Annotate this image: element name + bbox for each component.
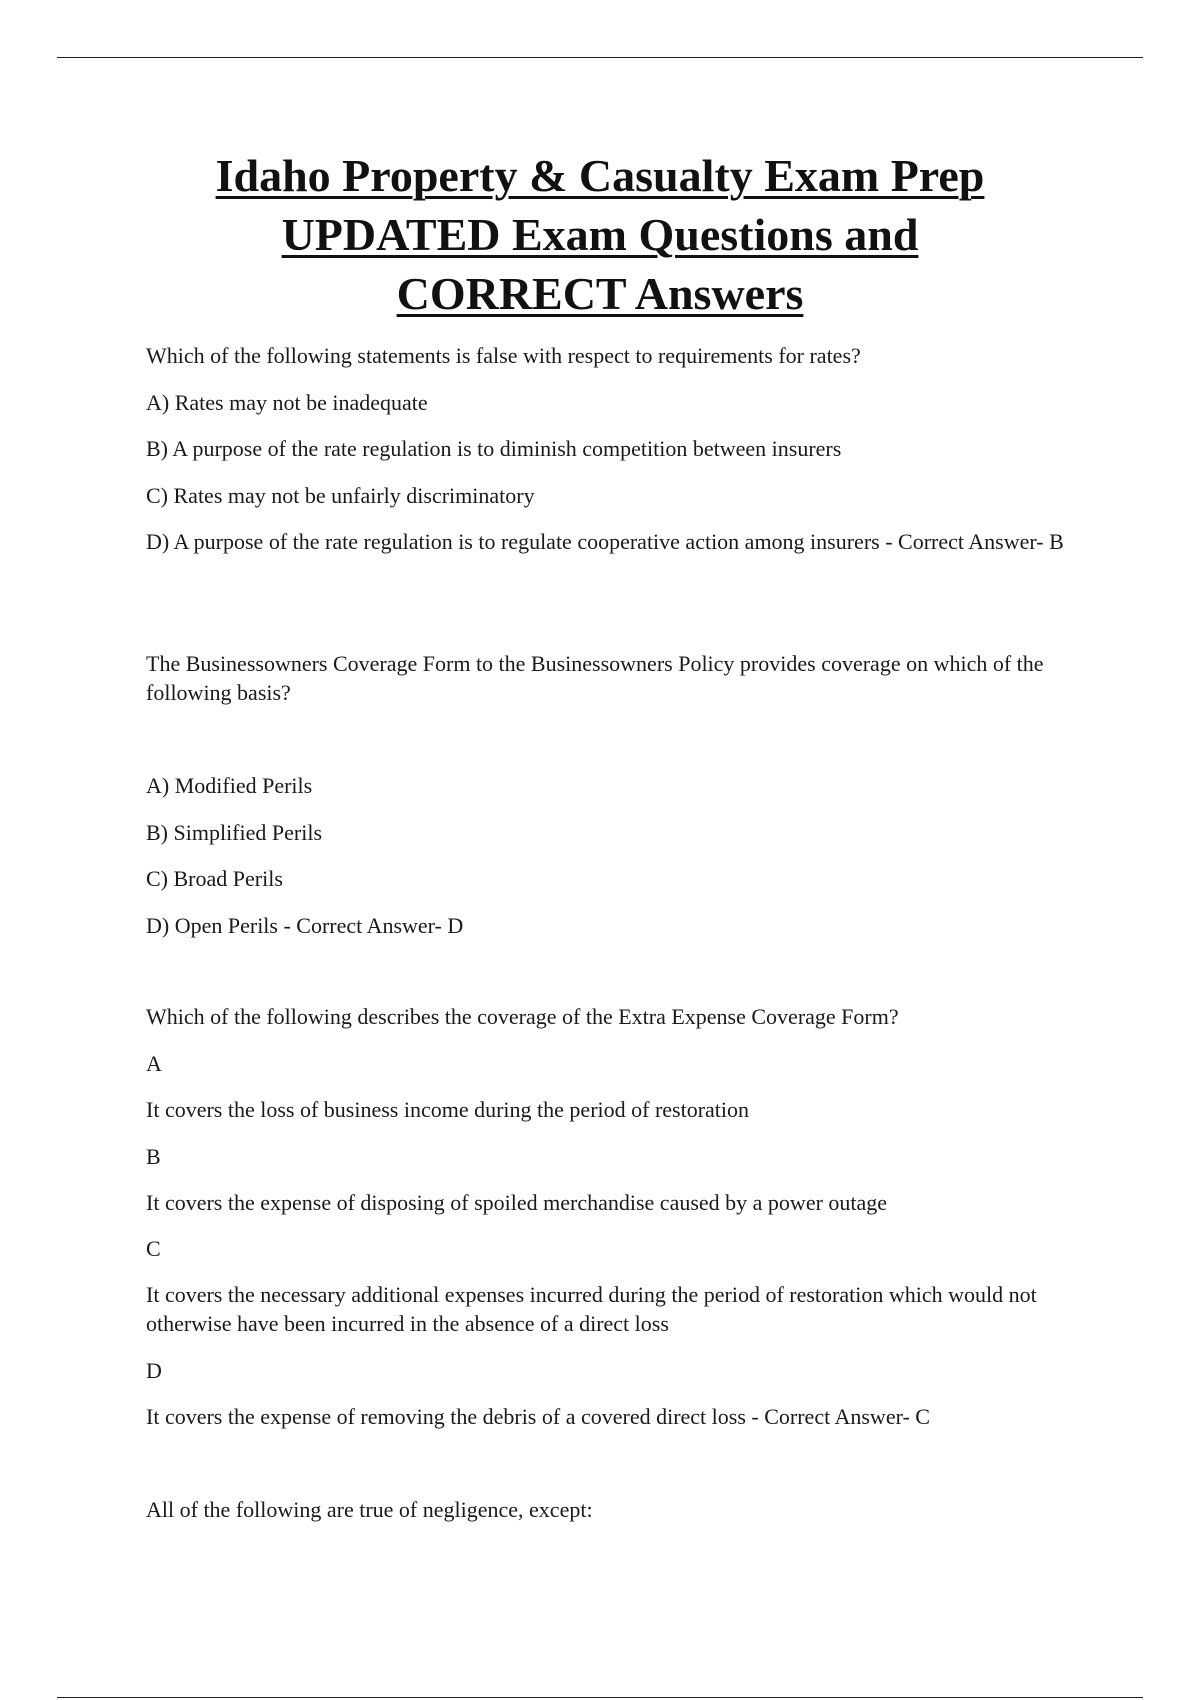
question-2-prompt: The Businessowners Coverage Form to the Businessowners Policy provides coverage on which of the following basis? — [146, 651, 1044, 705]
question-1-option-d: D) A purpose of the rate regulation is to regulate cooperative action among insurers - Correct Answer- B — [146, 529, 1064, 554]
question-2-option-b: B) Simplified Perils — [146, 820, 322, 845]
top-rule — [57, 57, 1143, 58]
question-3-option-c-text: It covers the necessary additional expenses incurred during the period of restoration which would not otherwise have been incurred in the absence of a direct loss — [146, 1282, 1037, 1336]
question-4-prompt: All of the following are true of negligence, except: — [146, 1497, 593, 1522]
question-1-option-b: B) A purpose of the rate regulation is to diminish competition between insurers — [146, 436, 842, 461]
document-title — [100, 146, 1100, 323]
title-line-1: Idaho Property & Casualty Exam Prep — [215, 150, 985, 201]
question-3-option-b-text: It covers the expense of disposing of spoiled merchandise caused by a power outage — [146, 1190, 888, 1215]
question-2-option-a: A) Modified Perils — [146, 773, 313, 798]
question-3-option-a-letter: A — [146, 1051, 162, 1076]
question-2-option-c: C) Broad Perils — [146, 866, 283, 891]
title-line-3: CORRECT Answers — [396, 268, 804, 319]
question-3-option-c-letter: C — [146, 1236, 161, 1261]
question-3-option-d-letter: D — [146, 1358, 162, 1383]
question-2-option-d: D) Open Perils - Correct Answer- D — [146, 913, 464, 938]
question-3-option-d-text: It covers the expense of removing the debris of a covered direct loss - Correct Answer- C — [146, 1404, 930, 1429]
question-3-prompt: Which of the following describes the coverage of the Extra Expense Coverage Form? — [146, 1004, 899, 1029]
title-line-2: UPDATED Exam Questions and — [281, 209, 919, 260]
question-1-option-a: A) Rates may not be inadequate — [146, 390, 428, 415]
question-1-prompt: Which of the following statements is false with respect to requirements for rates? — [146, 343, 861, 368]
bottom-rule — [57, 1697, 1143, 1698]
question-1-option-c: C) Rates may not be unfairly discriminatory — [146, 483, 535, 508]
question-3-option-b-letter: B — [146, 1144, 161, 1169]
question-3-option-a-text: It covers the loss of business income during the period of restoration — [146, 1097, 750, 1122]
